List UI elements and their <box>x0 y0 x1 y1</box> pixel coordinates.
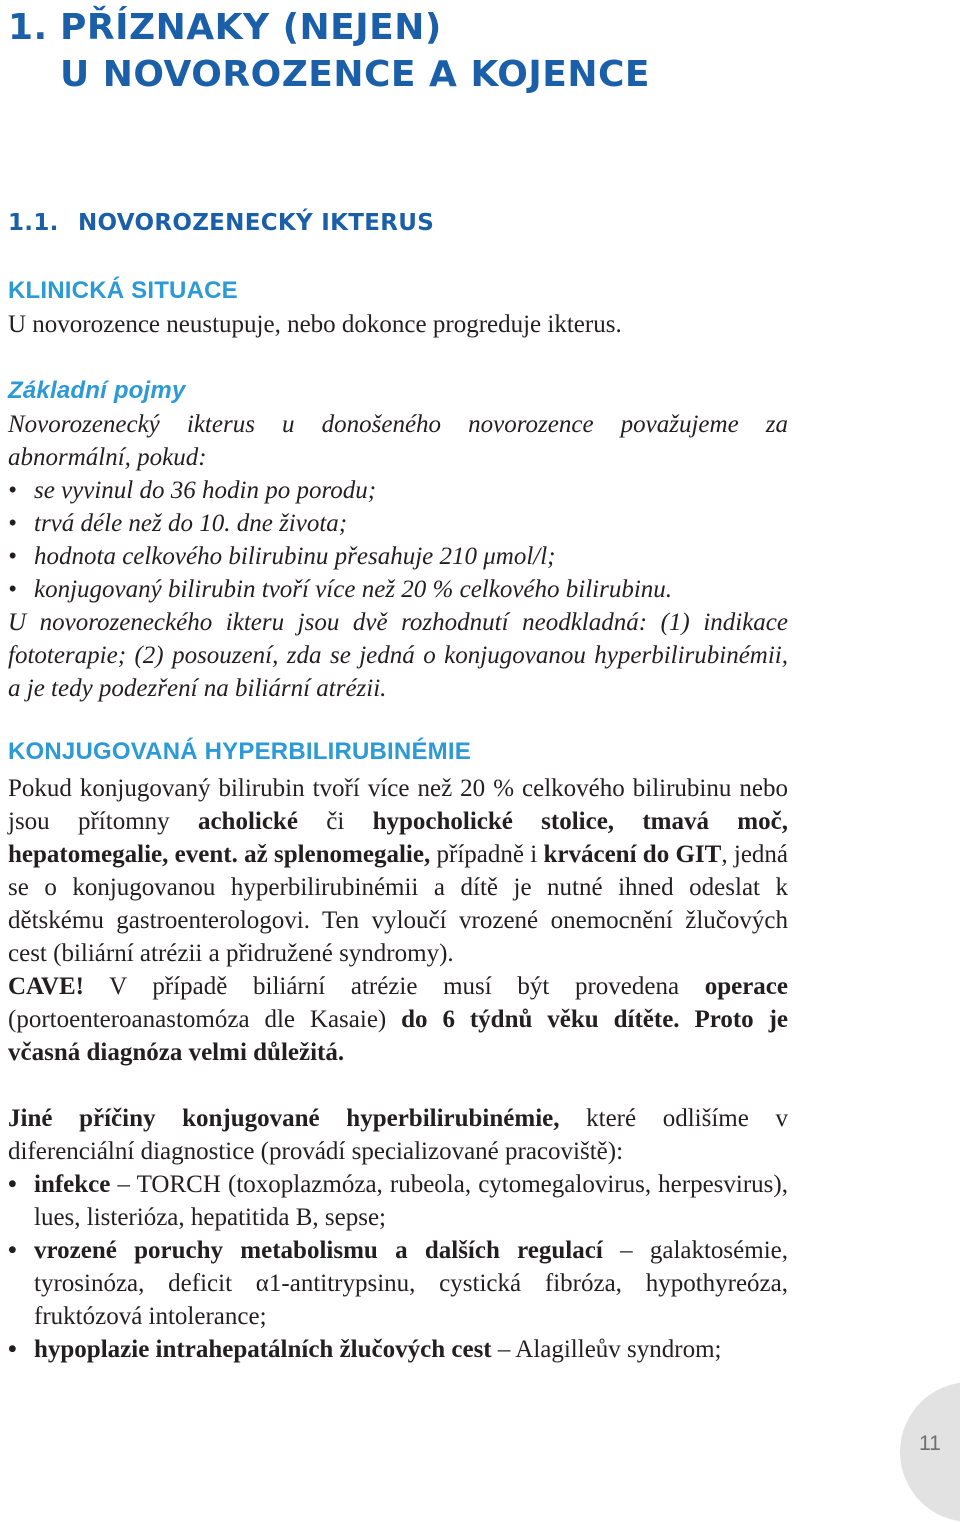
basic-heading: Základní pojmy <box>8 377 186 404</box>
list-item: • se vyvinul do 36 hodin po porodu; <box>8 474 788 507</box>
cave-label: CAVE! <box>8 973 84 1000</box>
chapter-title-line-1: PŘÍZNAKY (NEJEN) <box>60 7 442 48</box>
basic-outro: U novorozeneckého ikteru jsou dvě rozhodnutí neodkladná: (1) indikace fototerapie; (2) posouzení, zda se jedná o konjugovanou hyperbilirubinémii, a je tedy podezření na biliární atrézii. <box>8 609 788 702</box>
list-item: • trvá déle než do 10. dne života; <box>8 507 788 540</box>
section-number: 1.1. <box>8 210 59 236</box>
other-causes-lead: Jiné příčiny konjugované hyperbilirubinémie, které odlišíme v diferenciální diagnostice (provádí specializované pracoviště): <box>8 1105 788 1165</box>
chapter-number: 1. <box>8 7 48 48</box>
conj-block <box>8 772 788 1069</box>
criteria-list <box>8 474 788 606</box>
conj-paragraph-2: CAVE! V případě biliární atrézie musí být provedena operace (portoenteroanastomóza dle Kasaie) do 6 týdnů věku dítěte. Proto je včasná diagnóza velmi důležitá. <box>8 973 789 1066</box>
basic-intro: Novorozenecký ikterus u donošeného novorozence považujeme za abnormální, pokud: <box>8 411 788 471</box>
page-number: 11 <box>919 1432 941 1455</box>
section-title <box>8 210 434 236</box>
basic-block <box>8 408 788 705</box>
section-title-text: NOVOROZENECKÝ IKTERUS <box>78 210 435 236</box>
list-item: • hypoplazie intrahepatálních žlučových cest – Alagilleův syndrom; <box>8 1333 788 1366</box>
other-causes-list <box>8 1168 788 1366</box>
list-item: • infekce – TORCH (toxoplazmóza, rubeola, cytomegalovirus, herpesvirus), lues, listerióza, hepatitida B, sepse; <box>8 1168 788 1234</box>
list-item: • hodnota celkového bilirubinu přesahuje 210 μmol/l; <box>8 540 788 573</box>
conj-heading: KONJUGOVANÁ HYPERBILIRUBINÉMIE <box>8 738 471 765</box>
clinical-heading: KLINICKÁ SITUACE <box>8 277 238 304</box>
conj-paragraph-1: Pokud konjugovaný bilirubin tvoří více než 20 % celkového bilirubinu nebo jsou přítomny acholické či hypocholické stolice, tmavá moč, hepatomegalie, event. až splenomegalie, případně i krvácení do GIT, jedná se o konjugovanou hyperbilirubinémii a dítě je nutné ihned odeslat k dětskému gastroenterologovi. Ten vyloučí vrozené onemocnění žlučových cest (biliární atrézii a přidružené syndromy). <box>8 775 789 967</box>
list-item: • vrozené poruchy metabolismu a dalších regulací – galaktosémie, tyrosinóza, deficit α1-antitrypsinu, cystická fibróza, hypothyreóza, fruktózová intolerance; <box>8 1234 788 1333</box>
list-item: • konjugovaný bilirubin tvoří více než 20 % celkového bilirubinu. <box>8 573 788 606</box>
other-causes-block <box>8 1102 788 1366</box>
chapter-title <box>8 4 650 98</box>
chapter-title-line-2: U NOVOROZENCE A KOJENCE <box>60 54 650 95</box>
clinical-text: U novorozence neustupuje, nebo dokonce progreduje ikterus. <box>8 311 622 338</box>
